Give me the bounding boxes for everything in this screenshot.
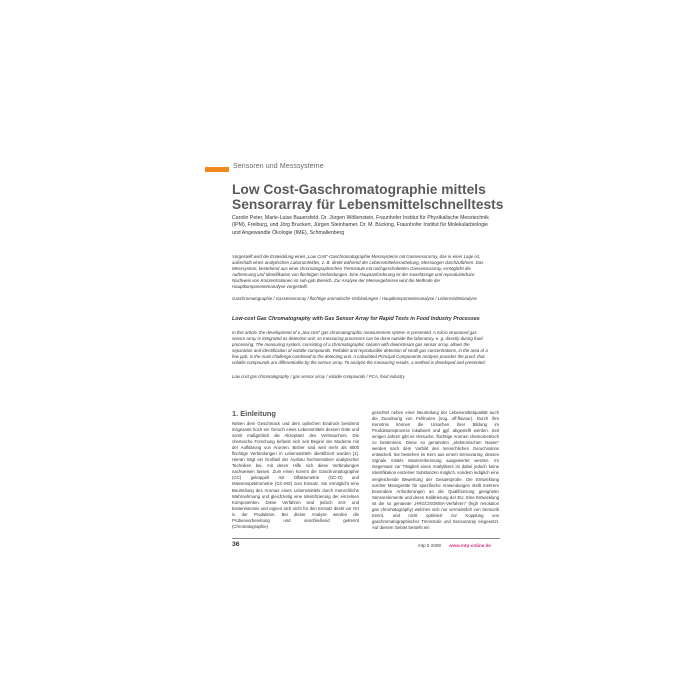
section-label: Sensoren und Messsysteme bbox=[233, 163, 324, 170]
section-heading: 1. Einleitung bbox=[232, 409, 276, 418]
article-title-english: Low-cost Gas Chromatography with Gas Sensor Array for Rapid Tests in Food Industry Processes bbox=[232, 316, 480, 322]
article-authors: Carolin Peter, Marie-Luise Bauersfeld, Dr. Jürgen Wöllenstein, Fraunhofer Institut für Physikalische Messtechnik (IPM), Freiburg, und Jörg Bruckert, Jürgen Steinhamer, Dr. M. Bücking, Fraunhofer Institut für Molekularbiologie und Angewandte Ökologie (IME), Schmallenberg bbox=[232, 215, 489, 236]
section-accent-bar bbox=[205, 167, 229, 172]
abstract-german: Vorgestellt wird die Entwicklung eines „Low Cost“-Gaschromatographie Messsystems mit Gassensorarray, das in einer Lage ist, außerhalb eines analytischen Laborumfeldes, z. B. direkt während der Lebensmittelverarbeitung, Messungen durchzuführen. Das Messsystem, bestehend aus einer chromatographischen Trennsäule mit nachgeschaltetem Gassensorarray, ermöglicht die Auftrennung und Identifikation von flüchtigen Verbindungen. Eine Hauptanforderung ist der zuverlässige und reproduzierbare Nachweis von Konzentrationen im sub-ppb Bereich. Zur Analyse der Messergebnisse wird die Methode der Hauptkomponentenanalyse vorgestellt. bbox=[232, 254, 484, 290]
page-number: 36 bbox=[232, 541, 240, 548]
article-title: Low Cost-Gaschromatographie mittels Sensorarray für Lebensmittelschnelltests bbox=[232, 182, 504, 212]
body-column-right: gesichtet neben einer Beurteilung der Lebensmittelqualität auch die Zuordnung von Fehlnoten (sog. off-flavour). Durch ihre Kenntnis können die Ursachen ihrer Bildung im Produktionsprozess lokalisiert und ggf. abgestellt werden. Seit einigen Jahren gibt es Versuche, flüchtige Aromen chemometrisch zu bestimmen. Diese so genannten „elektronischen Nasen“ werden nach dem Vorbild des menschlichen Geruchssinns entwickelt. Sie bestehen im Kern aus einem Sensorarray, dessen Signale mittels Mustererkennung ausgewertet werden. Im Gegensatz zur Tätigkeit eines Analytikers ist dabei jedoch keine Identifikation einzelner Substanzen möglich, sondern lediglich eine vergleichende Bewertung der Gesamtprobe. Die Entwicklung solcher Messgeräte für spezifische Anwendungen stellt mehrere besondere Anforderungen an die Qualifizierung geeigneter Sensorelemente und deren Kalibrierung der EU. Eine Entwicklung ist die so genannte „HRGC/SOMSA-Verfahren“ (high resolution gas chromatography) welches sich nur vermeintlich von Sensorik trennt, und nicht optimiert zur Kopplung von gaschromatographischer Trennstufe und Sensorarray eingesetzt. Auf diesem Gebiet besteht ein bbox=[372, 410, 499, 530]
abstract-english: In this article, the development of a „low cost“ gas chromatographic measurement system is presented. A micro structured gas sensor array is integrated as detection unit, so measuring processes can be done outside the laboratory, e. g. directly during food processing. The measuring system, consisting of a chromatographic column with downstream gas sensor array, allows the separation and identification of volatile compounds. Reliable and reproducible detection of small gas concentrations, in the area of a few ppb, is the main challenge combined to the detecting unit. A calculated Principal Components Analysis provides the proof, that volatile compounds are differentiable by the sensor array. To analyze the measuring results, a method is developed and presented. bbox=[232, 330, 488, 366]
issue-label: mtp 5 2008 bbox=[418, 543, 441, 548]
keywords-german: Gaschromatographie / Gassensorarray / flüchtige aromatische Verbindungen / Hauptkomponentenanalyse / Lebensmittelanalyse bbox=[232, 296, 477, 301]
footer-divider bbox=[232, 538, 500, 539]
body-column-left: Neben dem Geschmack und dem optischen Eindruck bestimmt insgesamt hoch ein Geruch eines Lebensmittels dessen Güte und somit maßgeblich die Akzeptanz des Verbrauchers. Die chemische Forschung befasst sich seit Beginn der Moderne mit der Aufklärung von Aromen. Bisher sind weit mehr als 8000 flüchtige Verbindungen in Lebensmitteln identifiziert worden [1]. Hieran trägt ein Großteil der Ausbau hochsensitiver analytischer Techniken bei, mit deren Hilfe sich diese Verbindungen nachweisen lassen. Zum einen kommt die Gaschromatographie (GC) gekoppelt mit Olfaktometrie (GC-O) und Massenspektrometrie (GC-MS) zum Einsatz. Sie ermöglicht eine Beurteilung des Aromas eines Lebensmittels durch menschliche Wahrnehmung und gleichzeitig eine Identifizierung der einzelnen Komponenten. Diese Verfahren sind jedoch zeit- und kostenintensiv und eignen sich nicht für den Einsatz direkt vor Ort in der Produktion. Bei dieser Analyse werden die Probenvorbereitung und anschließend getrennt (Chromatographie) bbox=[232, 421, 359, 529]
website-link[interactable]: www.mtp-online.de bbox=[449, 543, 491, 548]
keywords-english: Low cost gas chromatography / gas sensor array / volatile compounds / PCA, food industry bbox=[232, 374, 405, 379]
